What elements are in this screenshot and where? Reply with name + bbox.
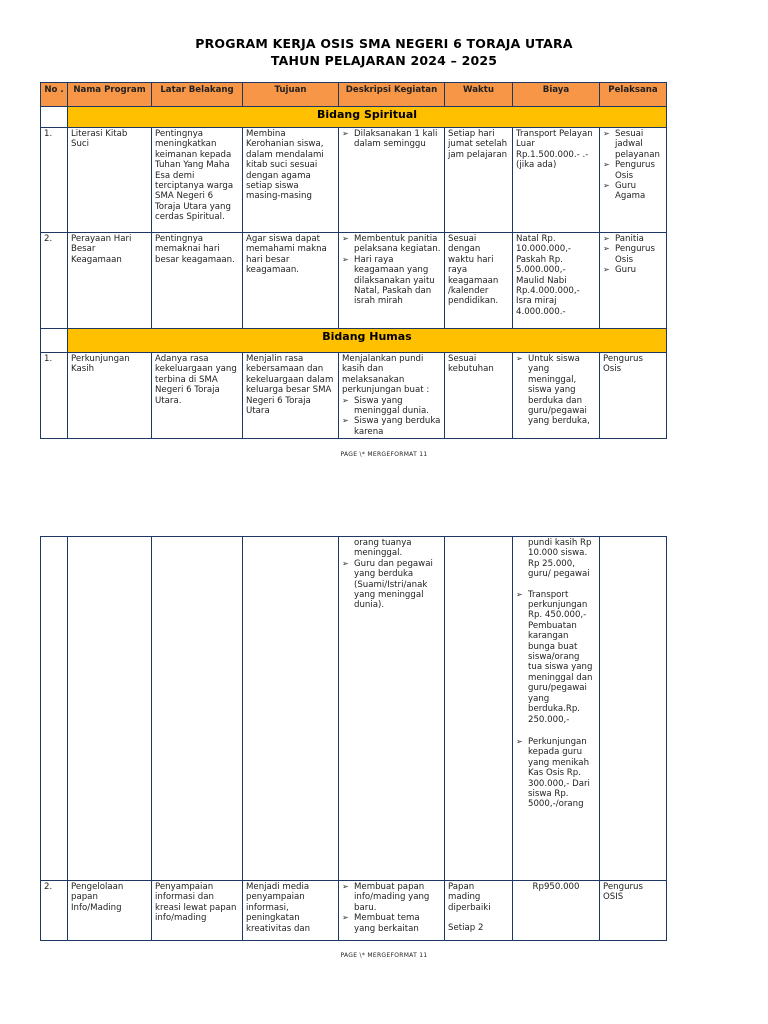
deskripsi-continued: orang tuanya meninggal.: [354, 538, 412, 559]
col-header-waktu: Waktu: [445, 83, 513, 107]
list-item: ➢ Dilaksanakan 1 kali dalam seminggu: [342, 129, 441, 150]
row-waktu: Sesuai kebutuhan: [445, 353, 513, 439]
row-tujuan: Agar siswa dapat memahami makna hari besar keagamaan.: [243, 233, 339, 329]
biaya-continued: pundi kasih Rp 10.000 siswa. Rp 25.000, guru/ pegawai: [528, 538, 592, 580]
row-deskripsi: [339, 233, 445, 329]
row-tujuan: Menjalin rasa kebersamaan dan kekeluargaan dalam keluarga besar SMA Negeri 6 Toraja Utara: [243, 353, 339, 439]
col-header-no: No .: [41, 83, 68, 107]
row-deskripsi: [339, 881, 445, 941]
col-header-biaya: Biaya: [513, 83, 600, 107]
list-item: ➢ Guru dan pegawai yang berduka (Suami/Istri/anak yang meninggal dunia).: [342, 559, 441, 611]
list-item: ➢ Membentuk panitia pelaksana kegiatan.: [342, 234, 441, 255]
list-item: ➢ Pengurus Osis: [603, 160, 663, 181]
table-header-row: [41, 83, 667, 107]
list-item: ➢ Hari raya keagamaan yang dilaksanakan yaitu Natal, Paskah dan israh mirah: [342, 255, 441, 307]
row-nama-program: Pengelolaan papan Info/Mading: [68, 881, 152, 941]
page-footer-1: PAGE \* MERGEFORMAT 11: [340, 451, 428, 458]
list-item: ➢ Untuk siswa yang meninggal, siswa yang berduka dan guru/pegawai yang berduka,: [516, 354, 596, 427]
waktu-line: Setiap 2: [448, 923, 484, 934]
row-pelaksana: [600, 233, 667, 329]
program-table-page2: [40, 536, 667, 941]
section-label-spiritual: Bidang Spiritual: [68, 107, 667, 128]
list-item: ➢ Siswa yang berduka karena: [342, 416, 441, 437]
list-item: ➢ Guru: [603, 265, 663, 275]
list-item: ➢ Siswa yang meninggal dunia.: [342, 396, 441, 417]
row-waktu: Sesuai dengan waktu hari raya keagamaan /kalender pendidikan.: [445, 233, 513, 329]
row-no: 1.: [41, 353, 68, 439]
table-row: [41, 881, 667, 941]
list-item: ➢ Membuat tema yang berkaitan: [342, 913, 441, 934]
document-title-line2: TAHUN PELAJARAN 2024 – 2025: [270, 53, 498, 68]
row-biaya: [513, 353, 600, 439]
page-footer-2: PAGE \* MERGEFORMAT 11: [340, 952, 428, 959]
col-header-latar-belakang: Latar Belakang: [152, 83, 243, 107]
list-item: ➢ Pengurus Osis: [603, 244, 663, 265]
row-pelaksana: Pengurus Osis: [600, 353, 667, 439]
waktu-line: Papan mading diperbaiki: [448, 882, 491, 913]
row-biaya: Transport Pelayan Luar Rp.1.500.000.- .- (jika ada): [513, 128, 600, 233]
row-deskripsi: [339, 353, 445, 439]
row-no: 1.: [41, 128, 68, 233]
row-biaya: Natal Rp. 10.000.000,- Paskah Rp. 5.000.000,- Maulid Nabi Rp.4.000.000,- Isra miraj 4.000.000.-: [513, 233, 600, 329]
list-item: ➢ Panitia: [603, 234, 663, 244]
row-latar-belakang: Adanya rasa kekeluargaan yang terbina di SMA Negeri 6 Toraja Utara.: [152, 353, 243, 439]
col-header-pelaksana: Pelaksana: [600, 83, 667, 107]
row-no: 2.: [41, 233, 68, 329]
section-row-spiritual: [41, 107, 667, 128]
row-latar-belakang: Pentingnya meningkatkan keimanan kepada Tuhan Yang Maha Esa demi terciptanya warga SMA Negeri 6 Toraja Utara yang cerdas Spiritual.: [152, 128, 243, 233]
table-row: [41, 128, 667, 233]
row-biaya: [513, 537, 600, 881]
row-no: 2.: [41, 881, 68, 941]
list-item: ➢ Perkunjungan kepada guru yang menikah Kas Osis Rp. 300.000,- Dari siswa Rp. 5000,-/orang: [516, 737, 596, 810]
table-row: [41, 353, 667, 439]
deskripsi-intro: Menjalankan pundi kasih dan melaksanakan perkunjungan buat :: [342, 354, 430, 396]
row-latar-belakang: Penyampaian informasi dan kreasi lewat papan info/mading: [152, 881, 243, 941]
table-row-continued: [41, 537, 667, 881]
row-waktu: [445, 881, 513, 941]
row-waktu: Setiap hari jumat setelah jam pelajaran: [445, 128, 513, 233]
col-header-deskripsi: Deskripsi Kegiatan: [339, 83, 445, 107]
row-nama-program: Perayaan Hari Besar Keagamaan: [68, 233, 152, 329]
list-item: ➢ Sesuai jadwal pelayanan: [603, 129, 663, 160]
row-latar-belakang: Pentingnya memaknai hari besar keagamaan.: [152, 233, 243, 329]
table-row: [41, 233, 667, 329]
document-title-line1: PROGRAM KERJA OSIS SMA NEGERI 6 TORAJA UTARA: [195, 36, 573, 51]
section-label-humas: Bidang Humas: [68, 329, 667, 353]
col-header-tujuan: Tujuan: [243, 83, 339, 107]
row-pelaksana: Pengurus OSIS: [600, 881, 667, 941]
list-item: ➢ Transport perkunjungan Rp. 450.000,- Pembuatan karangan bunga buat siswa/orang tua siswa yang meninggal dan guru/pegawai yang berduka.Rp. 250.000,-: [516, 590, 596, 725]
row-deskripsi: [339, 537, 445, 881]
row-pelaksana: [600, 128, 667, 233]
row-tujuan: Menjadi media penyampaian informasi, peningkatan kreativitas dan: [243, 881, 339, 941]
list-item: ➢ Membuat papan info/mading yang baru.: [342, 882, 441, 913]
section-row-humas: [41, 329, 667, 353]
row-deskripsi: [339, 128, 445, 233]
col-header-nama-program: Nama Program: [68, 83, 152, 107]
row-tujuan: Membina Kerohanian siswa, dalam mendalami kitab suci sesuai dengan agama setiap siswa masing-masing: [243, 128, 339, 233]
row-biaya: Rp950.000: [513, 881, 600, 941]
row-nama-program: Perkunjungan Kasih: [68, 353, 152, 439]
row-nama-program: Literasi Kitab Suci: [68, 128, 152, 233]
program-table-page1: [40, 82, 667, 439]
list-item: ➢ Guru Agama: [603, 181, 663, 202]
